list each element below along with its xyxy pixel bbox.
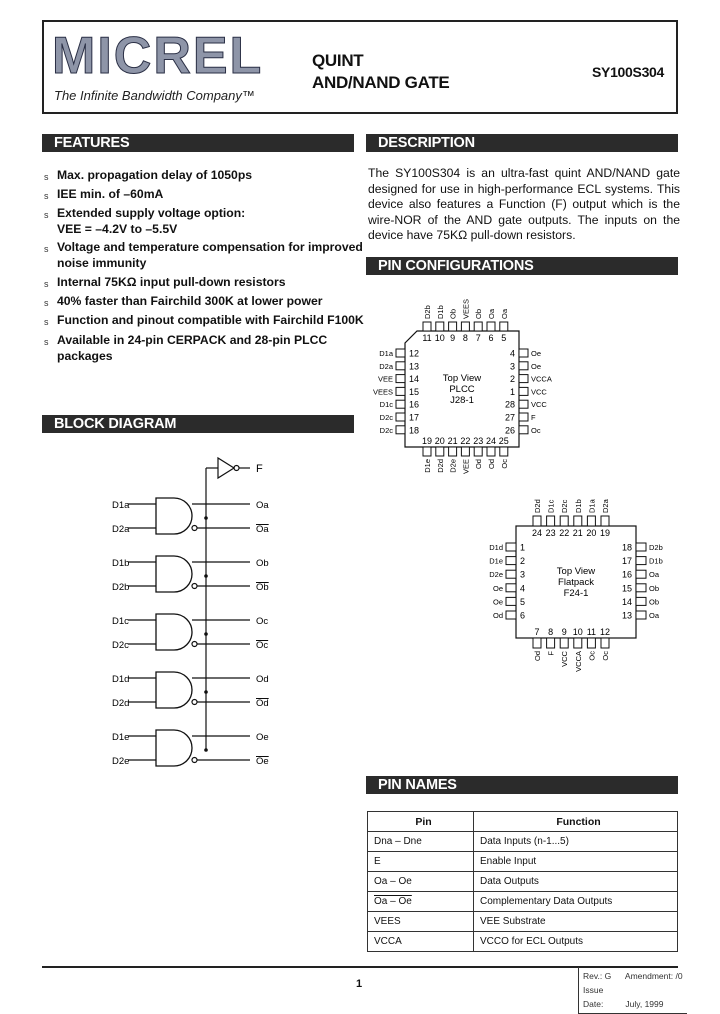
output-label: Oc bbox=[256, 616, 269, 627]
pin-label: D1b bbox=[573, 499, 583, 513]
package-pin bbox=[574, 516, 582, 526]
feature-text: Internal 75KΩ input pull-down resistors bbox=[57, 275, 286, 289]
features-heading: FEATURES bbox=[42, 134, 354, 152]
pin-cell: Oa – Oe bbox=[368, 872, 474, 892]
pin-label: F bbox=[531, 413, 536, 422]
input-label: D1c bbox=[112, 616, 129, 627]
output-bar-label: Oa bbox=[256, 524, 269, 535]
pin-label: Oc bbox=[601, 651, 610, 661]
pin-label: Oa bbox=[649, 611, 660, 620]
pin-label: D2b bbox=[423, 305, 432, 319]
package-pin bbox=[519, 362, 528, 370]
package-pin bbox=[487, 447, 495, 456]
pin-label: Od bbox=[533, 651, 542, 662]
package-center-label: F24-1 bbox=[563, 588, 589, 599]
package-pin bbox=[547, 516, 555, 526]
package-pin bbox=[500, 447, 508, 456]
pin-number: 21 bbox=[572, 528, 583, 538]
micrel-logo: MICREL bbox=[52, 27, 264, 85]
pin-label: VEES bbox=[372, 387, 393, 397]
package-pin bbox=[396, 413, 405, 421]
package-pin bbox=[461, 447, 469, 456]
part-number: SY100S304 bbox=[592, 64, 665, 80]
input-label: D1e bbox=[112, 732, 130, 743]
package-pin bbox=[396, 375, 405, 383]
title-line-2: AND/NAND GATE bbox=[312, 73, 450, 92]
gate-symbol bbox=[156, 498, 192, 534]
bullet: s bbox=[44, 172, 49, 182]
pin-label: Od bbox=[487, 459, 496, 470]
package-pin bbox=[506, 543, 516, 551]
pin-label: D1c bbox=[379, 400, 393, 410]
pin-label: D2d bbox=[533, 499, 542, 513]
pin-label: Oe bbox=[492, 597, 503, 607]
pin-label: VEES bbox=[461, 298, 471, 319]
package-center-label: PLCC bbox=[449, 384, 475, 395]
package-pin bbox=[519, 349, 528, 357]
pin-number: 12 bbox=[599, 627, 611, 637]
feature-item bbox=[44, 275, 364, 291]
table-row bbox=[368, 932, 678, 952]
function-cell: Enable Input bbox=[474, 852, 678, 872]
block-diagram-heading: BLOCK DIAGRAM bbox=[42, 415, 354, 433]
pin-label: D2e bbox=[489, 570, 503, 580]
pin-number: 11 bbox=[422, 333, 432, 343]
pin-number: 1 bbox=[509, 386, 515, 397]
feature-text: Max. propagation delay of 1050ps bbox=[57, 168, 253, 182]
package-pin bbox=[461, 322, 469, 331]
pin-number: 28 bbox=[504, 399, 515, 410]
inverting-bubble bbox=[192, 584, 197, 589]
package-center-label: Top View bbox=[442, 373, 482, 384]
bullet: s bbox=[44, 191, 49, 201]
feature-subtext: VEE = –4.2V to –5.5V bbox=[57, 221, 178, 236]
input-label: D2a bbox=[112, 524, 130, 535]
pin-number: 7 bbox=[534, 627, 540, 637]
amend-label: Amendment: /0 bbox=[624, 971, 683, 981]
pin-label: D1d bbox=[489, 543, 503, 552]
pin-label: D1c bbox=[546, 499, 556, 513]
feature-item bbox=[44, 313, 364, 329]
pin-label: Ob bbox=[474, 308, 484, 319]
pin-label: D2e bbox=[448, 459, 458, 473]
pin-label: Oe bbox=[531, 361, 542, 371]
feature-item bbox=[44, 240, 364, 272]
package-pin bbox=[587, 516, 595, 526]
bullet: s bbox=[44, 317, 49, 327]
output-label: Ob bbox=[256, 558, 269, 569]
function-cell: Data Outputs bbox=[474, 872, 678, 892]
gate-array bbox=[112, 458, 269, 767]
pin-number: 3 bbox=[509, 361, 515, 372]
feature-item bbox=[44, 168, 364, 184]
input-label: D2b bbox=[112, 582, 130, 593]
package-pin bbox=[423, 447, 431, 456]
pin-label: D1a bbox=[379, 349, 393, 358]
pin-label: Oc bbox=[587, 651, 597, 661]
pin-label: VCCA bbox=[531, 374, 552, 384]
output-label: Oa bbox=[256, 500, 269, 511]
package-pin bbox=[574, 638, 582, 648]
package-pin bbox=[560, 638, 568, 648]
input-label: D1b bbox=[112, 558, 130, 569]
input-label: D1d bbox=[112, 674, 130, 685]
bullet: s bbox=[44, 298, 49, 308]
pin-number: 21 bbox=[447, 436, 458, 446]
table-header-row bbox=[368, 812, 678, 832]
pin-number: 4 bbox=[509, 348, 515, 359]
pin-label: Od bbox=[474, 459, 484, 470]
inverting-bubble bbox=[192, 642, 197, 647]
pin-number: 14 bbox=[409, 374, 420, 385]
pin-number: 15 bbox=[621, 583, 632, 594]
pin-number: 6 bbox=[520, 610, 526, 621]
table-row bbox=[368, 852, 678, 872]
pin-number: 6 bbox=[488, 333, 494, 343]
pin-cell: VCCA bbox=[368, 932, 474, 952]
pin-cell: VEES bbox=[368, 912, 474, 932]
package-center-label: J28-1 bbox=[450, 395, 474, 406]
revision-box bbox=[578, 967, 687, 1014]
and-nand-gate-3 bbox=[112, 614, 268, 651]
package-pin bbox=[533, 516, 541, 526]
feature-text: 40% faster than Fairchild 300K at lower power bbox=[57, 294, 323, 308]
package-pin bbox=[396, 362, 405, 370]
pin-label: Oa bbox=[487, 308, 496, 319]
pin-number: 3 bbox=[520, 569, 526, 580]
table-row bbox=[368, 912, 678, 932]
output-label: Oe bbox=[256, 732, 269, 743]
inverting-bubble bbox=[192, 700, 197, 705]
pin-number: 27 bbox=[504, 412, 515, 423]
pin-label: D1e bbox=[423, 459, 432, 473]
gate-symbol bbox=[156, 614, 192, 650]
inverting-bubble bbox=[192, 758, 197, 763]
package-pin bbox=[601, 638, 609, 648]
feature-text: IEE min. of –60mA bbox=[57, 187, 164, 201]
pin-config-heading: PIN CONFIGURATIONS bbox=[366, 257, 678, 275]
pin-label: Od bbox=[492, 611, 503, 620]
pin-number: 20 bbox=[586, 528, 597, 538]
input-label: D2c bbox=[112, 640, 129, 651]
feature-text: Available in 24-pin CERPACK and 28-pin PLCC packages bbox=[57, 333, 328, 363]
output-bar-label: Oc bbox=[256, 640, 269, 651]
gate-symbol bbox=[156, 730, 192, 766]
package-pin bbox=[487, 322, 495, 331]
output-bar-label: Od bbox=[256, 698, 269, 709]
package-pin bbox=[396, 387, 405, 395]
pin-label: Ob bbox=[649, 597, 660, 607]
input-label: D1a bbox=[112, 500, 130, 511]
pin-label: D2a bbox=[601, 499, 610, 513]
package-pin bbox=[519, 387, 528, 395]
package-pin bbox=[506, 584, 516, 592]
package-pin bbox=[506, 597, 516, 605]
pin-label: D1a bbox=[587, 499, 597, 513]
package-pin bbox=[474, 322, 482, 331]
package-pin bbox=[449, 447, 457, 456]
pin-number: 19 bbox=[599, 528, 611, 538]
pin-number: 18 bbox=[621, 542, 632, 553]
pin-number: 25 bbox=[498, 436, 509, 446]
package-center-label: Top View bbox=[556, 566, 596, 577]
pin-label: VEE bbox=[377, 374, 393, 384]
pin-label: Ob bbox=[649, 583, 660, 593]
flatpack-package bbox=[489, 498, 663, 671]
pin-number: 12 bbox=[409, 348, 420, 359]
package-pin bbox=[636, 543, 646, 551]
pin-label: D2c bbox=[379, 413, 393, 422]
f-label: F bbox=[256, 463, 263, 475]
table-row bbox=[368, 892, 678, 912]
pin-number: 10 bbox=[434, 333, 445, 343]
pin-label: Oa bbox=[499, 308, 509, 319]
package-pin bbox=[436, 322, 444, 331]
package-pin bbox=[636, 584, 646, 592]
package-pin bbox=[519, 400, 528, 408]
feature-item bbox=[44, 294, 364, 310]
pin-label: Oc bbox=[499, 459, 509, 469]
pin-number: 20 bbox=[434, 436, 445, 446]
pin-number: 1 bbox=[520, 542, 526, 553]
feature-text: Extended supply voltage option: bbox=[57, 206, 246, 220]
table-row bbox=[368, 872, 678, 892]
package-pin bbox=[500, 322, 508, 331]
pin-number: 4 bbox=[520, 583, 526, 594]
plcc-package bbox=[373, 299, 552, 474]
pin-number: 23 bbox=[473, 436, 484, 446]
pin-label: Ob bbox=[448, 308, 458, 319]
package-pin bbox=[636, 570, 646, 578]
package-pin bbox=[506, 611, 516, 619]
bullet: s bbox=[44, 279, 49, 289]
package-center-label: Flatpack bbox=[558, 577, 594, 588]
pin-config-diagrams bbox=[366, 290, 678, 710]
pin-number: 13 bbox=[409, 361, 420, 372]
pin-number: 2 bbox=[509, 374, 515, 385]
rev-label: Rev.: G bbox=[583, 971, 612, 981]
col-function: Function bbox=[474, 812, 678, 832]
output-label: Od bbox=[256, 674, 269, 685]
package-pin bbox=[506, 557, 516, 565]
feature-item bbox=[44, 187, 364, 203]
package-pin bbox=[396, 349, 405, 357]
and-nand-gate-1 bbox=[112, 498, 269, 535]
pin-number: 15 bbox=[409, 386, 420, 397]
output-bar-label: Ob bbox=[256, 582, 269, 593]
input-label: D2d bbox=[112, 698, 130, 709]
package-pin bbox=[547, 638, 555, 648]
pin-number: 24 bbox=[485, 436, 497, 446]
pin-number: 11 bbox=[586, 627, 597, 637]
pin-label: D1b bbox=[649, 556, 663, 566]
package-pin bbox=[436, 447, 444, 456]
pin-label: VCC bbox=[531, 387, 547, 397]
pin-label: D2c bbox=[560, 499, 570, 513]
pin-label: Oa bbox=[649, 570, 660, 580]
function-cell: VEE Substrate bbox=[474, 912, 678, 932]
pin-number: 2 bbox=[520, 556, 526, 567]
pin-cell: Dna – Dne bbox=[368, 832, 474, 852]
pin-number: 7 bbox=[475, 333, 481, 343]
and-nand-gate-4 bbox=[112, 672, 269, 709]
package-pin bbox=[474, 447, 482, 456]
bullet: s bbox=[44, 210, 49, 220]
gate-symbol bbox=[156, 556, 192, 592]
pin-number: 16 bbox=[409, 399, 420, 410]
package-pin bbox=[560, 516, 568, 526]
package-pin bbox=[519, 413, 528, 421]
issue-label: Issue Date: bbox=[583, 985, 604, 1009]
pin-label: D2b bbox=[649, 543, 663, 552]
feature-text: Voltage and temperature compensation for improved noise immunity bbox=[57, 240, 363, 270]
pin-number: 5 bbox=[501, 333, 507, 343]
pin-label: D1e bbox=[489, 556, 503, 566]
pin-label: D2a bbox=[379, 361, 393, 371]
pin-number: 10 bbox=[572, 627, 583, 637]
function-cell: Complementary Data Outputs bbox=[474, 892, 678, 912]
pin-number: 19 bbox=[421, 436, 433, 446]
pin-label: F bbox=[546, 651, 556, 656]
pin-label: D1b bbox=[435, 305, 445, 319]
and-nand-gate-2 bbox=[112, 556, 269, 593]
input-label: D2e bbox=[112, 756, 130, 767]
pin-number: 16 bbox=[621, 569, 632, 580]
pin-number: 22 bbox=[559, 528, 570, 538]
gate-symbol bbox=[156, 672, 192, 708]
package-pin bbox=[533, 638, 541, 648]
package-pin bbox=[519, 375, 528, 383]
pin-number: 8 bbox=[548, 627, 554, 637]
pin-number: 17 bbox=[621, 556, 632, 567]
pin-label: D2d bbox=[435, 459, 445, 473]
pin-number: 9 bbox=[450, 333, 456, 343]
package-pin bbox=[601, 516, 609, 526]
issue-date: July, 1999 bbox=[625, 999, 664, 1009]
feature-item bbox=[44, 333, 364, 365]
pin-label: VCCA bbox=[573, 651, 583, 672]
pin-label: VEE bbox=[461, 459, 471, 475]
package-pin bbox=[636, 611, 646, 619]
pin-label: D2c bbox=[379, 425, 393, 435]
pin-number: 9 bbox=[561, 627, 567, 637]
pin-cell: Oa – Oe bbox=[368, 892, 474, 912]
pin-label: Oc bbox=[531, 425, 541, 435]
package-pin bbox=[423, 322, 431, 331]
feature-text: Function and pinout compatible with Fairchild F100K bbox=[57, 313, 364, 327]
description-heading: DESCRIPTION bbox=[366, 134, 678, 152]
pin-number: 5 bbox=[520, 596, 526, 607]
feature-item bbox=[44, 206, 364, 238]
package-pin bbox=[587, 638, 595, 648]
pin-names-table bbox=[367, 811, 678, 952]
pin-number: 26 bbox=[504, 425, 515, 436]
package-pin bbox=[449, 322, 457, 331]
package-pin bbox=[519, 426, 528, 434]
pin-number: 8 bbox=[462, 333, 468, 343]
pin-number: 17 bbox=[409, 412, 420, 423]
pin-number: 24 bbox=[531, 528, 543, 538]
col-pin: Pin bbox=[368, 812, 474, 832]
pin-cell: E bbox=[368, 852, 474, 872]
company-tagline: The Infinite Bandwidth Company™ bbox=[54, 88, 255, 103]
page-number: 1 bbox=[356, 978, 363, 990]
pin-label: VCC bbox=[531, 400, 547, 410]
table-row bbox=[368, 832, 678, 852]
function-cell: VCCO for ECL Outputs bbox=[474, 932, 678, 952]
pin-label: VCC bbox=[560, 651, 570, 667]
title-line-1: QUINT bbox=[312, 51, 364, 70]
inverting-bubble bbox=[192, 526, 197, 531]
bullet: s bbox=[44, 337, 49, 347]
package-pin bbox=[396, 426, 405, 434]
pin-number: 22 bbox=[460, 436, 471, 446]
f-buffer-symbol bbox=[218, 458, 234, 478]
pin-number: 18 bbox=[409, 425, 420, 436]
pin-label: Oe bbox=[492, 583, 503, 593]
features-list bbox=[44, 168, 364, 378]
package-pin bbox=[636, 597, 646, 605]
pin-number: 23 bbox=[545, 528, 556, 538]
output-bar-label: Oe bbox=[256, 756, 269, 767]
page-title bbox=[312, 50, 449, 94]
pin-label: Oe bbox=[531, 349, 542, 358]
bullet: s bbox=[44, 244, 49, 254]
pin-names-heading: PIN NAMES bbox=[366, 776, 678, 794]
block-diagram bbox=[100, 452, 290, 772]
pin-number: 14 bbox=[621, 596, 632, 607]
description-text: The SY100S304 is an ultra-fast quint AND/NAND gate designed for use in high-performance ECL systems. This device also features a Function (F) output which is the wire-NOR of the AND gate outputs. The inputs on the device have 75KΩ pull-down resistors. bbox=[368, 166, 680, 243]
package-pin bbox=[506, 570, 516, 578]
package-pin bbox=[396, 400, 405, 408]
package-pin bbox=[636, 557, 646, 565]
function-cell: Data Inputs (n-1...5) bbox=[474, 832, 678, 852]
and-nand-gate-5 bbox=[112, 730, 269, 767]
pin-number: 13 bbox=[621, 610, 632, 621]
